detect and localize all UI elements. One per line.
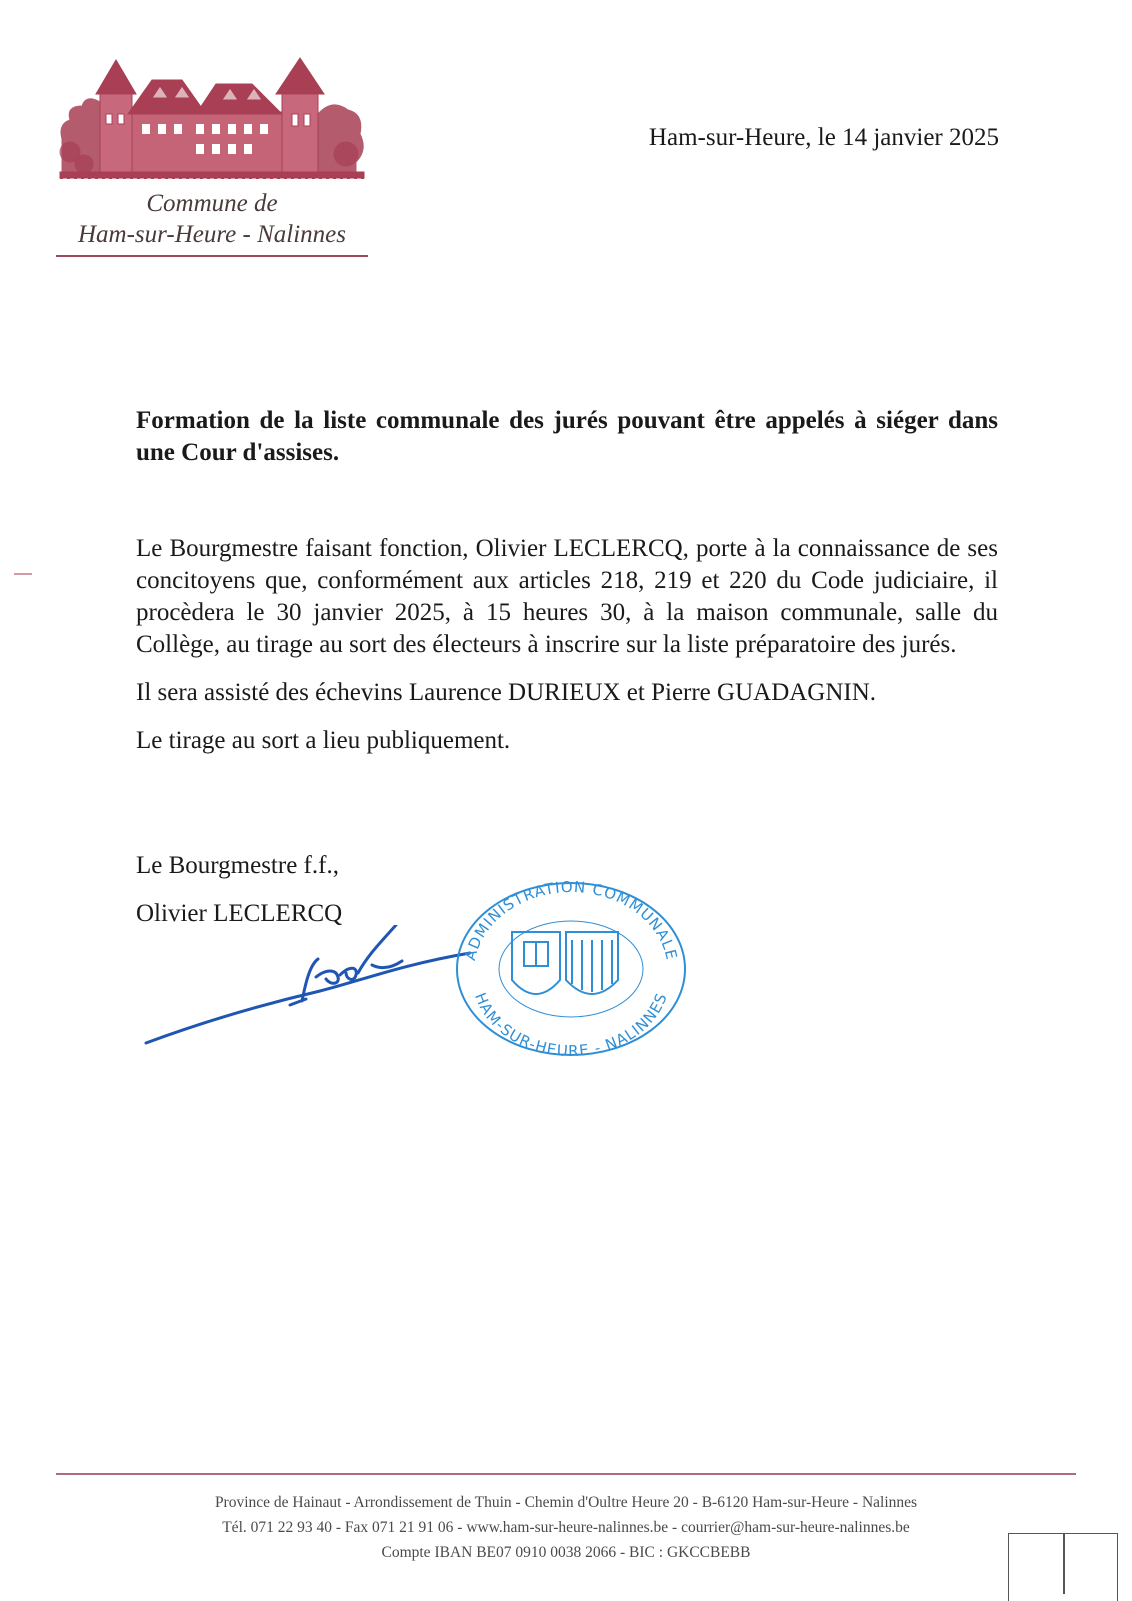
margin-mark	[14, 573, 32, 575]
body-text	[136, 533, 998, 773]
corner-box-divider	[1063, 1534, 1065, 1594]
signature-icon	[140, 925, 500, 1070]
footer-divider	[56, 1473, 1076, 1475]
svg-text:HAM-SUR-HEURE - NALINNES	[471, 990, 671, 1058]
corner-box	[1008, 1533, 1118, 1601]
closing-role: Le Bourgmestre f.f.,	[136, 852, 339, 879]
closing-name: Olivier LECLERCQ	[136, 900, 343, 927]
stamp-bottom-text: HAM-SUR-HEURE - NALINNES	[470, 990, 671, 1058]
footer-bank: Compte IBAN BE07 0910 0038 2066 - BIC : GKCCBEBB	[381, 1544, 751, 1561]
footer-address: Province de Hainaut - Arrondissement de Thuin - Chemin d'Oultre Heure 20 - B-6120 Ham-sur-Heure - Nalinnes	[214, 1494, 918, 1511]
commune-name-line2: Ham-sur-Heure - Nalinnes	[78, 221, 346, 248]
body-paragraph-1: Le Bourgmestre faisant fonction, Olivier LECLERCQ, porte à la connaissance de ses concitoyens que, conformément aux articles 218, 219 et 220 du Code judiciaire, il procèdera le 30 janvier 2025, à 15 heures 30, à la maison communale, salle du Collège, au tirage au sort des électeurs à inscrire sur la liste préparatoire des jurés.	[136, 535, 998, 658]
footer-contact: Tél. 071 22 93 40 - Fax 071 21 91 06 - www.ham-sur-heure-nalinnes.be - courrier@ham-sur-heure-nalinnes.be	[222, 1519, 910, 1536]
stamp-top-text: ADMINISTRATION COMMUNALE	[461, 880, 681, 963]
castle-logo-icon	[56, 54, 368, 184]
body-paragraph-2: Il sera assisté des échevins Laurence DURIEUX et Pierre GUADAGNIN.	[136, 679, 877, 706]
date-line: Ham-sur-Heure, le 14 janvier 2025	[648, 124, 999, 151]
stamp-icon	[452, 880, 690, 1058]
body-paragraph-3: Le tirage au sort a lieu publiquement.	[136, 727, 511, 754]
commune-name	[56, 188, 368, 250]
footer	[56, 1490, 1076, 1565]
document-title: Formation de la liste communale des jurés pouvant être appelés à siéger dans une Cour d'assises.	[136, 407, 998, 466]
commune-name-line1: Commune de	[146, 190, 278, 217]
header-divider	[56, 255, 368, 257]
